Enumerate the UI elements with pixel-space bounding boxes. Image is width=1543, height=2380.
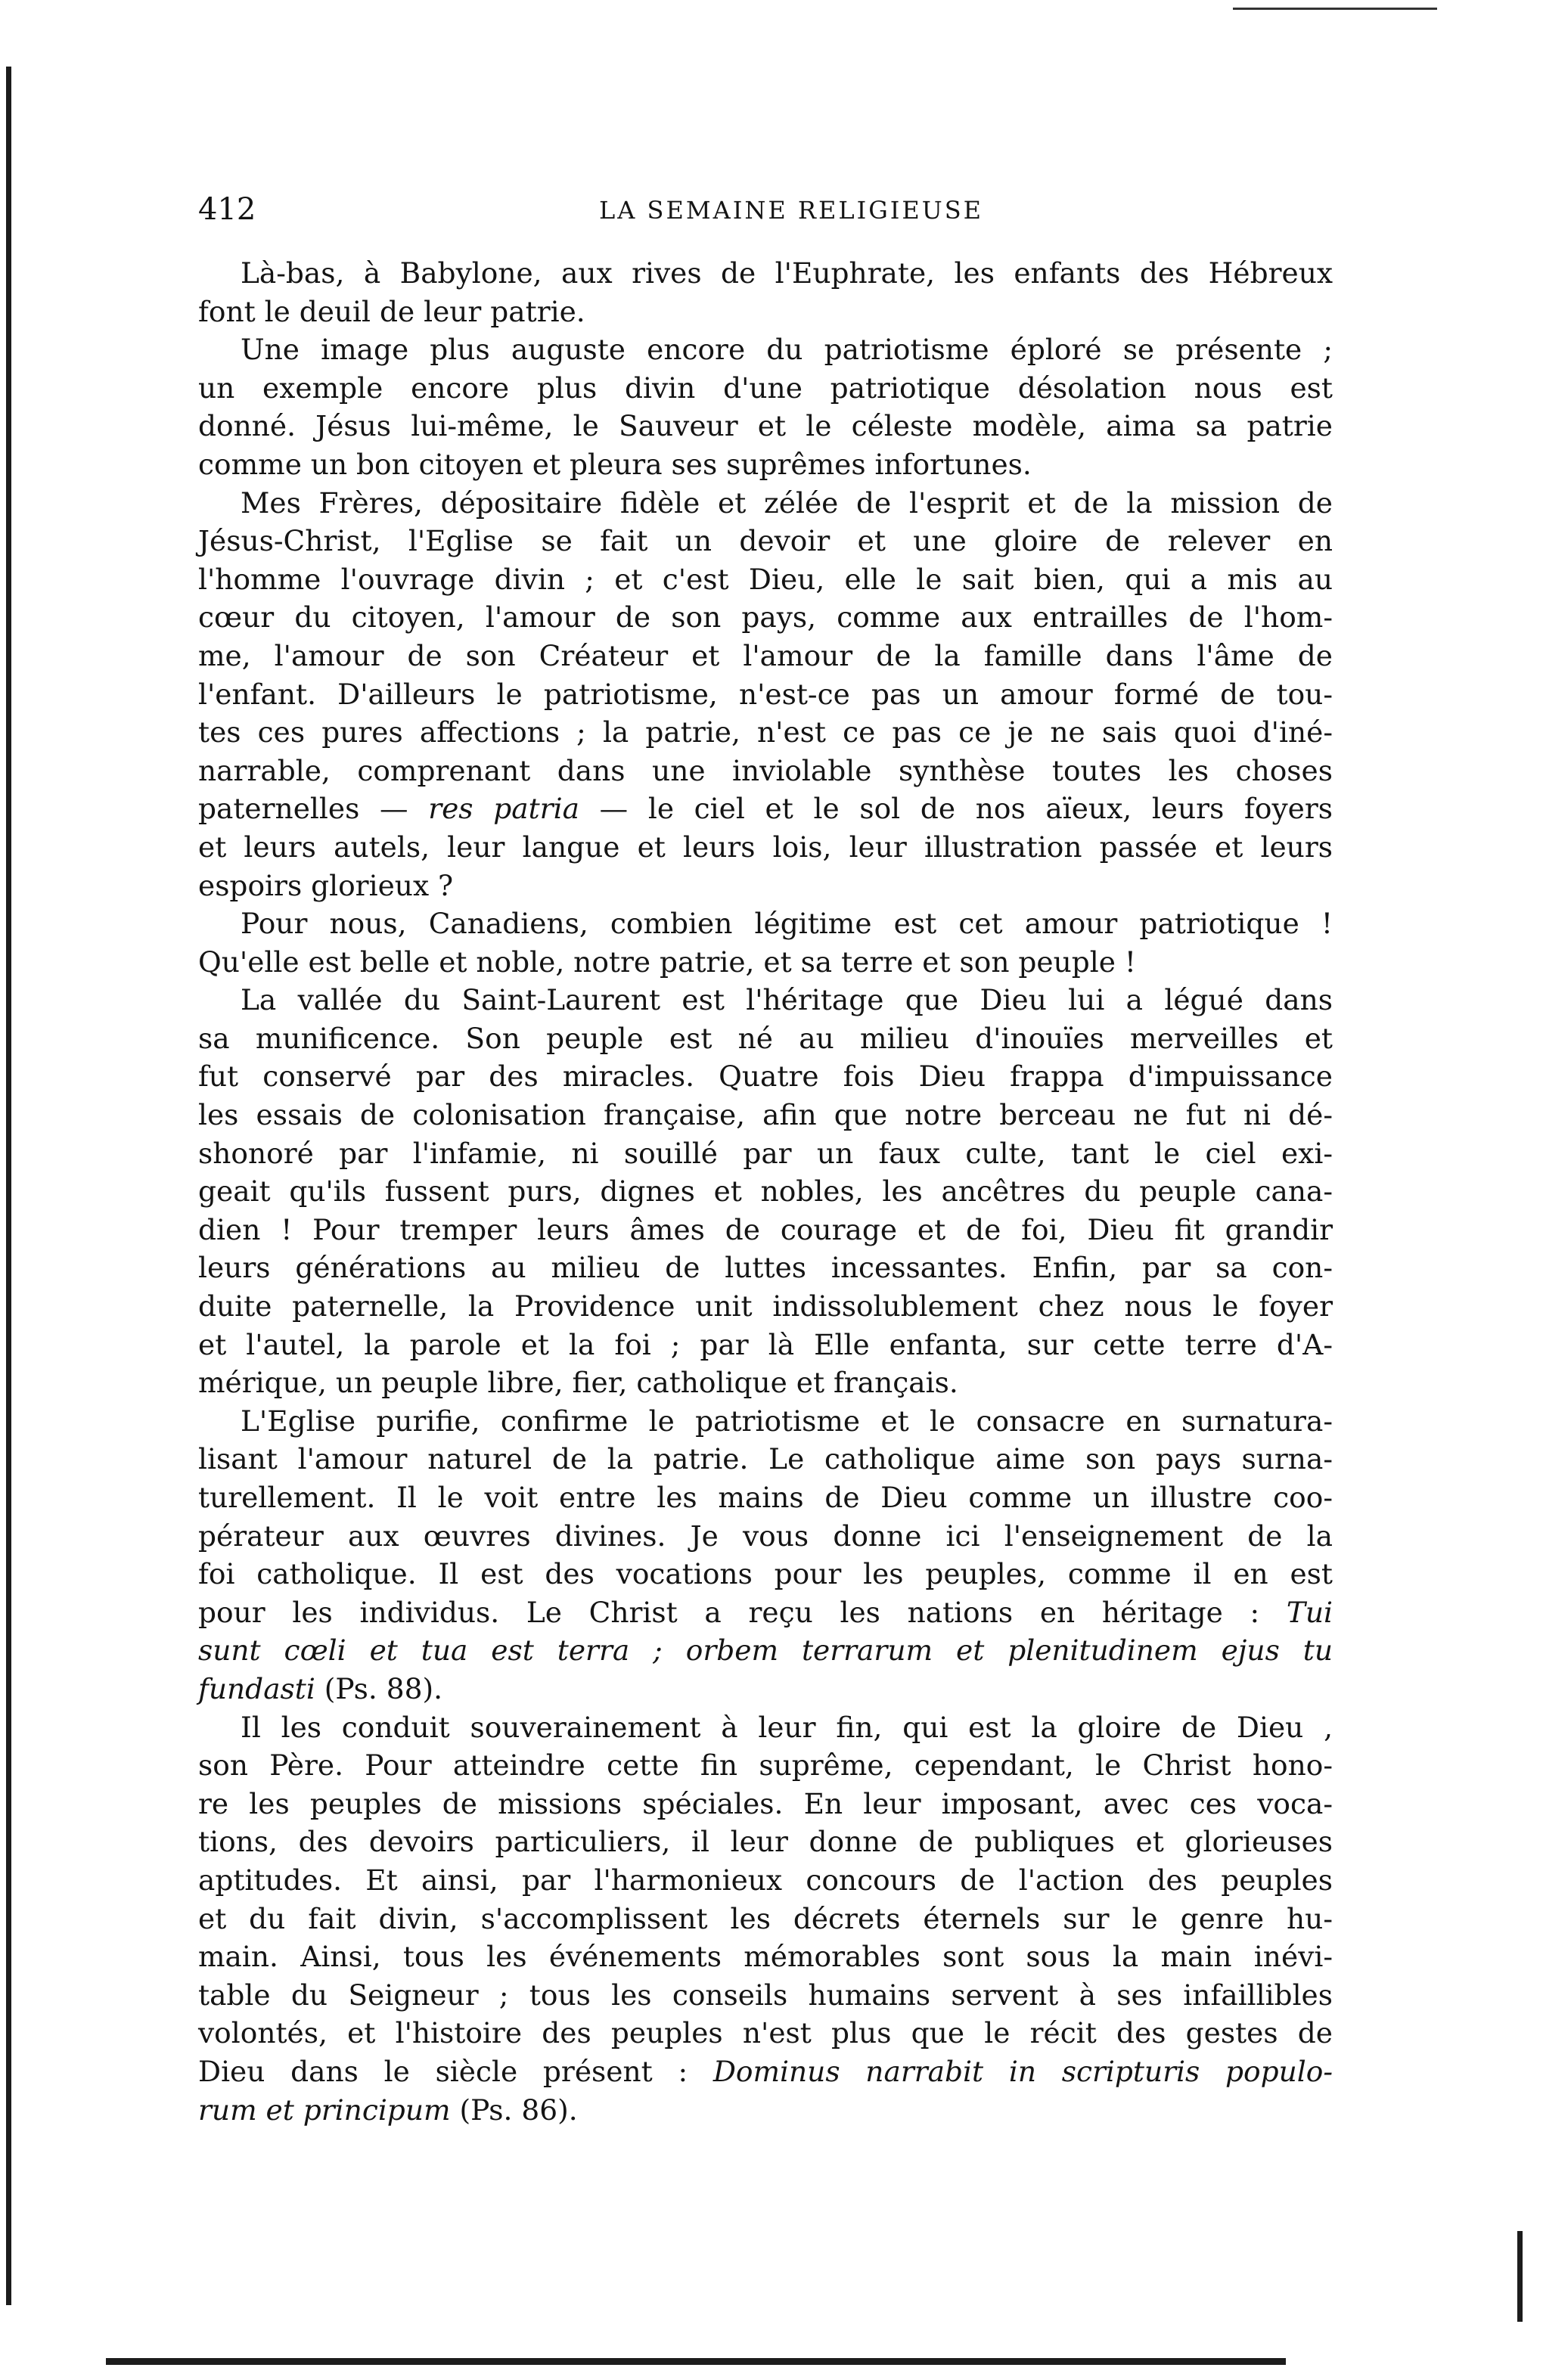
text-line	[198, 2014, 1333, 2053]
italic-latin-quote: Dominus narrabit in scripturis populo-	[713, 2054, 1333, 2088]
text-line	[198, 1287, 1333, 1326]
scan-left-edge-rule	[6, 67, 11, 2305]
scan-right-edge-mark	[1517, 2231, 1523, 2322]
text-line	[198, 1211, 1333, 1249]
text-line	[198, 330, 1333, 369]
text-line	[198, 1019, 1333, 1058]
text-line	[198, 1172, 1333, 1211]
text-line-text: lisant l'amour naturel de la patrie. Le catholique aime son pays surna-	[198, 1442, 1333, 1476]
text-line-text: et leurs autels, leur langue et leurs lois, leur illustration passée et leurs	[198, 830, 1333, 864]
body-text	[198, 254, 1333, 2129]
scan-bottom-edge-rule	[106, 2358, 1286, 2365]
text-line	[198, 2091, 1333, 2130]
text-line	[198, 1249, 1333, 1287]
text-line	[198, 713, 1333, 752]
text-line-text: mérique, un peuple libre, fier, catholique et français.	[198, 1366, 958, 1400]
text-line-text: (Ps. 86).	[459, 2093, 578, 2127]
text-line-text: me, l'amour de son Créateur et l'amour de la famille dans l'âme de	[198, 638, 1333, 672]
text-line	[198, 2053, 1333, 2091]
text-line-text: main. Ainsi, tous les événements mémorables sont sous la main inévi-	[198, 1940, 1333, 1974]
text-line	[198, 1402, 1333, 1441]
text-line-text: Là-bas, à Babylone, aux rives de l'Euphrate, les enfants des Hébreux	[241, 256, 1333, 290]
text-line	[198, 254, 1333, 293]
text-line	[198, 1440, 1333, 1479]
text-line	[198, 369, 1333, 408]
text-line	[198, 1364, 1333, 1402]
text-line	[198, 1593, 1333, 1632]
text-line	[198, 1900, 1333, 1938]
text-line	[198, 1517, 1333, 1556]
text-line	[198, 1631, 1333, 1670]
text-line	[198, 1326, 1333, 1364]
text-line	[198, 407, 1333, 445]
text-line-text: leurs générations au milieu de luttes incessantes. Enfin, par sa con-	[198, 1251, 1333, 1285]
text-line	[198, 1785, 1333, 1823]
text-line-text: Pour nous, Canadiens, combien légitime est cet amour patriotique !	[241, 907, 1333, 941]
text-line	[198, 981, 1333, 1019]
italic-latin-quote: rum et principum	[198, 2093, 451, 2127]
text-line-text: aptitudes. Et ainsi, par l'harmonieux concours de l'action des peuples	[198, 1863, 1333, 1897]
text-line-text: duite paternelle, la Providence unit indissolublement chez nous le foyer	[198, 1289, 1333, 1323]
text-line-text: pérateur aux œuvres divines. Je vous donne ici l'enseignement de la	[198, 1519, 1333, 1553]
italic-latin-quote: res patria	[428, 792, 579, 826]
text-line	[198, 522, 1333, 560]
text-line-text: foi catholique. Il est des vocations pour les peuples, comme il en est	[198, 1557, 1333, 1591]
text-line	[198, 1746, 1333, 1785]
text-line-text: Qu'elle est belle et noble, notre patrie, et sa terre et son peuple !	[198, 945, 1136, 979]
text-line	[198, 867, 1333, 905]
text-line	[198, 1938, 1333, 1976]
text-line-text: font le deuil de leur patrie.	[198, 294, 585, 328]
text-line	[198, 1976, 1333, 2015]
text-line	[198, 943, 1333, 982]
italic-latin-quote: Tui	[1286, 1595, 1333, 1629]
text-line-text: et l'autel, la parole et la foi ; par là Elle enfanta, sur cette terre d'A-	[198, 1327, 1333, 1361]
text-line-text: — le ciel et le sol de nos aïeux, leurs foyers	[599, 792, 1333, 826]
text-line-text: tions, des devoirs particuliers, il leur donne de publiques et glorieuses	[198, 1825, 1333, 1859]
text-line	[198, 293, 1333, 331]
text-line-text: comme un bon citoyen et pleura ses suprêmes infortunes.	[198, 447, 1032, 481]
text-line-text: pour les individus. Le Christ a reçu les nations en héritage :	[198, 1595, 1260, 1629]
text-line-text: Une image plus auguste encore du patriotisme éploré se présente ;	[241, 333, 1333, 367]
text-line	[198, 1134, 1333, 1173]
page-header	[198, 191, 1333, 228]
text-line-text: turellement. Il le voit entre les mains de Dieu comme un illustre coo-	[198, 1481, 1333, 1514]
text-line-text: (Ps. 88).	[324, 1671, 442, 1705]
text-line-text: un exemple encore plus divin d'une patriotique désolation nous est	[198, 371, 1333, 405]
text-line-text: paternelles —	[198, 792, 408, 826]
text-line-text: et du fait divin, s'accomplissent les décrets éternels sur le genre hu-	[198, 1901, 1333, 1935]
text-line	[198, 1670, 1333, 1708]
text-line-text: les essais de colonisation française, afin que notre berceau ne fut ni dé-	[198, 1098, 1333, 1132]
scan-top-edge-rule	[1233, 8, 1437, 10]
text-line	[198, 1708, 1333, 1747]
text-line-text: Dieu dans le siècle présent :	[198, 2054, 688, 2088]
text-line-text: tes ces pures affections ; la patrie, n'est ce pas ce je ne sais quoi d'iné-	[198, 715, 1333, 749]
text-line-text: espoirs glorieux ?	[198, 868, 454, 902]
text-line-text: Mes Frères, dépositaire fidèle et zélée de l'esprit et de la mission de	[241, 486, 1333, 520]
text-line	[198, 560, 1333, 599]
page-number: 412	[198, 192, 256, 227]
text-line-text: La vallée du Saint-Laurent est l'héritage que Dieu lui a légué dans	[241, 983, 1333, 1017]
text-line	[198, 598, 1333, 637]
text-line-text: re les peuples de missions spéciales. En leur imposant, avec ces voca-	[198, 1786, 1333, 1820]
text-line	[198, 790, 1333, 828]
text-line-text: donné. Jésus lui-même, le Sauveur et le céleste modèle, aima sa patrie	[198, 409, 1333, 443]
running-title: LA SEMAINE RELIGIEUSE	[599, 196, 984, 225]
text-line	[198, 637, 1333, 675]
text-line	[198, 905, 1333, 943]
text-line	[198, 752, 1333, 790]
text-line-text: Jésus-Christ, l'Eglise se fait un devoir et une gloire de relever en	[198, 524, 1333, 558]
text-line-text: cœur du citoyen, l'amour de son pays, comme aux entrailles de l'hom-	[198, 600, 1333, 635]
text-line	[198, 1096, 1333, 1134]
text-line	[198, 1555, 1333, 1593]
text-line	[198, 675, 1333, 714]
italic-latin-quote: sunt cœli et tua est terra ; orbem terrarum et plenitudinem ejus tu	[198, 1634, 1333, 1668]
italic-latin-quote: fundasti	[198, 1671, 315, 1705]
text-line-text: shonoré par l'infamie, ni souillé par un faux culte, tant le ciel exi-	[198, 1136, 1333, 1170]
text-line-text: table du Seigneur ; tous les conseils humains servent à ses infaillibles	[198, 1978, 1333, 2012]
text-line	[198, 484, 1333, 523]
text-line	[198, 1479, 1333, 1517]
text-line-text: l'enfant. D'ailleurs le patriotisme, n'est-ce pas un amour formé de tou-	[198, 677, 1333, 711]
text-line	[198, 1057, 1333, 1096]
text-line-text: son Père. Pour atteindre cette fin suprême, cependant, le Christ hono-	[198, 1749, 1333, 1783]
text-line	[198, 1823, 1333, 1861]
text-line-text: volontés, et l'histoire des peuples n'est plus que le récit des gestes de	[198, 2016, 1333, 2050]
text-line-text: fut conservé par des miracles. Quatre fois Dieu frappa d'impuissance	[198, 1060, 1333, 1094]
text-line-text: narrable, comprenant dans une inviolable synthèse toutes les choses	[198, 753, 1333, 787]
text-line	[198, 828, 1333, 867]
text-line-text: l'homme l'ouvrage divin ; et c'est Dieu, elle le sait bien, qui a mis au	[198, 562, 1333, 596]
text-line	[198, 1861, 1333, 1900]
text-line	[198, 445, 1333, 484]
text-line-text: L'Eglise purifie, confirme le patriotisme et le consacre en surnatura-	[241, 1404, 1333, 1438]
text-line-text: Il les conduit souverainement à leur fin, qui est la gloire de Dieu ,	[241, 1710, 1333, 1744]
text-line-text: dien ! Pour tremper leurs âmes de courage et de foi, Dieu fit grandir	[198, 1212, 1333, 1246]
text-line-text: sa munificence. Son peuple est né au milieu d'inouïes merveilles et	[198, 1021, 1333, 1055]
text-line-text: geait qu'ils fussent purs, dignes et nobles, les ancêtres du peuple cana-	[198, 1174, 1333, 1209]
